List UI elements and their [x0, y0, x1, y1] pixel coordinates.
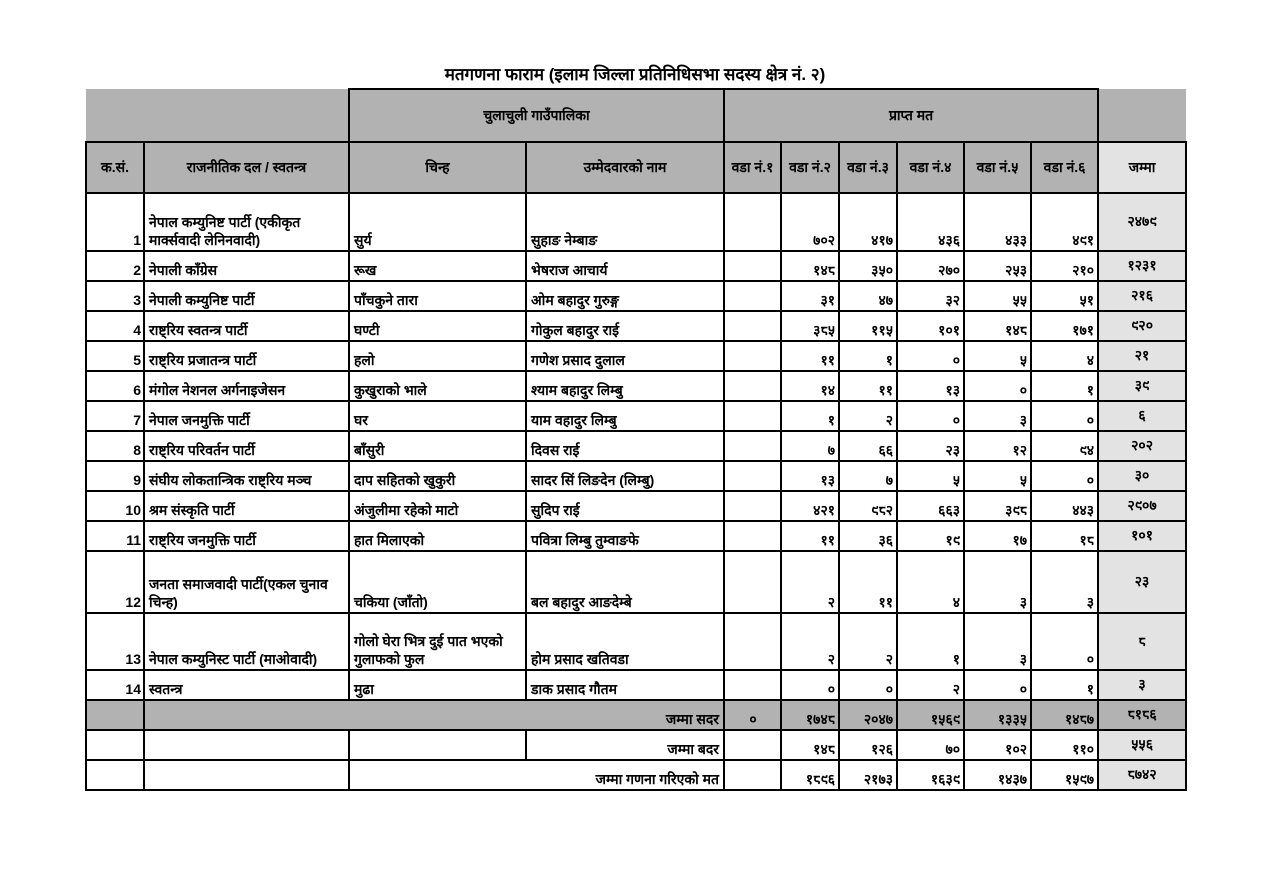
ward2-votes: ७ — [781, 431, 839, 461]
total-votes: ३ — [1098, 670, 1186, 700]
party-name: संघीय लोकतान्त्रिक राष्ट्रिय मञ्च — [144, 461, 349, 491]
ward3-votes: ३५० — [839, 251, 897, 281]
symbol-name: मुढा — [349, 670, 526, 700]
symbol-name: अंजुलीमा रहेको माटो — [349, 491, 526, 521]
ward3-votes: ४७ — [839, 281, 897, 311]
table-header — [86, 89, 1186, 193]
ward4-votes: ० — [897, 341, 964, 371]
ward1-votes — [724, 251, 781, 281]
ward1-votes — [724, 311, 781, 341]
ward2-votes: ११ — [781, 341, 839, 371]
symbol-name: कुखुराको भाले — [349, 371, 526, 401]
ward2-votes: १ — [781, 401, 839, 431]
col-header-ward-4: वडा नं.४ — [897, 142, 964, 193]
serial-number: 4 — [86, 311, 144, 341]
ward5-votes: १०२ — [964, 730, 1031, 760]
ward2-votes: १४ — [781, 371, 839, 401]
ward5-votes: १७ — [964, 521, 1031, 551]
total-votes: २४७९ — [1098, 193, 1186, 251]
candidate-name: दिवस राई — [526, 431, 724, 461]
serial-number: 5 — [86, 341, 144, 371]
empty-cell — [144, 760, 349, 790]
ward2-votes: २ — [781, 551, 839, 613]
table-row — [86, 431, 1186, 461]
serial-number: 8 — [86, 431, 144, 461]
ward5-votes: १४८ — [964, 311, 1031, 341]
ward5-votes: ४३३ — [964, 193, 1031, 251]
ward3-votes: ० — [839, 670, 897, 700]
ward6-votes: ४४३ — [1031, 491, 1098, 521]
table-row — [86, 670, 1186, 700]
ward1-votes — [724, 730, 781, 760]
candidate-name: सुहाङ नेम्बाङ — [526, 193, 724, 251]
candidate-name: बल बहादुर आङदेम्बे — [526, 551, 724, 613]
serial-number: 10 — [86, 491, 144, 521]
ward1-votes — [724, 193, 781, 251]
candidate-name: गोकुल बहादुर राई — [526, 311, 724, 341]
ward3-votes: २ — [839, 401, 897, 431]
serial-number: 6 — [86, 371, 144, 401]
total-votes: १२३१ — [1098, 251, 1186, 281]
ward2-votes: ० — [781, 670, 839, 700]
table-row — [86, 341, 1186, 371]
ward4-votes: १३ — [897, 371, 964, 401]
table-row — [86, 461, 1186, 491]
symbol-name: सुर्य — [349, 193, 526, 251]
ward1-votes — [724, 431, 781, 461]
table-row — [86, 251, 1186, 281]
ward4-votes: ४३६ — [897, 193, 964, 251]
candidate-name: सादर सिं लिङदेन (लिम्बु) — [526, 461, 724, 491]
table-row — [86, 311, 1186, 341]
ward4-votes: ३२ — [897, 281, 964, 311]
ward1-votes — [724, 613, 781, 670]
ward6-votes: ४९१ — [1031, 193, 1098, 251]
ward4-votes: ६६३ — [897, 491, 964, 521]
ward6-votes: १८ — [1031, 521, 1098, 551]
summary-label: जम्मा गणना गरिएको मत — [349, 760, 724, 790]
vote-count-table — [85, 88, 1187, 791]
ward2-votes: ४२१ — [781, 491, 839, 521]
candidate-name: पवित्रा लिम्बु तुम्वाङफे — [526, 521, 724, 551]
ward6-votes: ५१ — [1031, 281, 1098, 311]
total-votes: २१ — [1098, 341, 1186, 371]
col-header-party: राजनीतिक दल / स्वतन्त्र — [144, 142, 349, 193]
total-votes: २९०७ — [1098, 491, 1186, 521]
candidate-name: गणेश प्रसाद दुलाल — [526, 341, 724, 371]
ward1-votes: ० — [724, 700, 781, 730]
header-corner-left — [86, 89, 349, 142]
summary-serial-cell — [86, 730, 144, 760]
serial-number: 9 — [86, 461, 144, 491]
ward3-votes: ९८२ — [839, 491, 897, 521]
ward4-votes: २ — [897, 670, 964, 700]
ward5-votes: १४३७ — [964, 760, 1031, 790]
table-row — [86, 371, 1186, 401]
ward5-votes: ३ — [964, 401, 1031, 431]
summary-row-invalid — [86, 730, 1186, 760]
ward2-votes: ११ — [781, 521, 839, 551]
party-name: जनता समाजवादी पार्टी(एकल चुनाव चिन्ह) — [144, 551, 349, 613]
ward2-votes: ३८५ — [781, 311, 839, 341]
summary-row-counted — [86, 760, 1186, 790]
ward4-votes: २७० — [897, 251, 964, 281]
ward2-votes: १८९६ — [781, 760, 839, 790]
ward5-votes: ० — [964, 670, 1031, 700]
ward6-votes: ० — [1031, 461, 1098, 491]
total-votes: ५५६ — [1098, 730, 1186, 760]
symbol-name: रूख — [349, 251, 526, 281]
party-name: श्रम संस्कृति पार्टी — [144, 491, 349, 521]
col-header-total: जम्मा — [1098, 142, 1186, 193]
total-votes: ३९ — [1098, 371, 1186, 401]
ward1-votes — [724, 551, 781, 613]
symbol-name: हलो — [349, 341, 526, 371]
ward5-votes: ३ — [964, 551, 1031, 613]
ward4-votes: १ — [897, 613, 964, 670]
ward6-votes: २१० — [1031, 251, 1098, 281]
serial-number: 14 — [86, 670, 144, 700]
party-name: राष्ट्रिय प्रजातन्त्र पार्टी — [144, 341, 349, 371]
col-header-serial: क.सं. — [86, 142, 144, 193]
serial-number: 2 — [86, 251, 144, 281]
table-row — [86, 281, 1186, 311]
total-votes: ८७४२ — [1098, 760, 1186, 790]
total-votes: २०२ — [1098, 431, 1186, 461]
symbol-name: घर — [349, 401, 526, 431]
symbol-name: पाँचकुने तारा — [349, 281, 526, 311]
candidate-name: याम वहादुर लिम्बु — [526, 401, 724, 431]
serial-number: 13 — [86, 613, 144, 670]
ward4-votes: १०१ — [897, 311, 964, 341]
ward2-votes: ७०२ — [781, 193, 839, 251]
ward3-votes: १२६ — [839, 730, 897, 760]
ward6-votes: १७१ — [1031, 311, 1098, 341]
col-header-symbol: चिन्ह — [349, 142, 526, 193]
party-name: नेपाल कम्युनिष्ट पार्टी (एकीकृत मार्क्सवादी लेनिनवादी) — [144, 193, 349, 251]
total-votes: ८ — [1098, 613, 1186, 670]
col-header-ward-5: वडा नं.५ — [964, 142, 1031, 193]
ward6-votes: ३ — [1031, 551, 1098, 613]
candidate-name: श्याम बहादुर लिम्बु — [526, 371, 724, 401]
ward3-votes: १ — [839, 341, 897, 371]
ward1-votes — [724, 461, 781, 491]
symbol-name: घण्टी — [349, 311, 526, 341]
symbol-name: चकिया (जाँतो) — [349, 551, 526, 613]
ward3-votes: २०४७ — [839, 700, 897, 730]
header-corner-right — [1098, 89, 1186, 142]
total-votes: ८१८६ — [1098, 700, 1186, 730]
total-votes: २१६ — [1098, 281, 1186, 311]
header-group-row — [86, 89, 1186, 142]
ward1-votes — [724, 670, 781, 700]
col-header-ward-2: वडा नं.२ — [781, 142, 839, 193]
serial-number: 7 — [86, 401, 144, 431]
candidate-name: सुदिप राई — [526, 491, 724, 521]
ward5-votes: १२ — [964, 431, 1031, 461]
ward4-votes: ४ — [897, 551, 964, 613]
ward1-votes — [724, 341, 781, 371]
candidate-rows — [86, 193, 1186, 700]
ward4-votes: ७० — [897, 730, 964, 760]
table-row — [86, 193, 1186, 251]
ward6-votes: ० — [1031, 401, 1098, 431]
ward4-votes: ५ — [897, 461, 964, 491]
ward5-votes: ३९८ — [964, 491, 1031, 521]
summary-serial-cell — [86, 760, 144, 790]
ward1-votes — [724, 491, 781, 521]
ward3-votes: २१७३ — [839, 760, 897, 790]
empty-cell — [144, 730, 349, 760]
total-votes: ९२० — [1098, 311, 1186, 341]
table-row — [86, 613, 1186, 670]
ward3-votes: ११ — [839, 371, 897, 401]
party-name: राष्ट्रिय परिवर्तन पार्टी — [144, 431, 349, 461]
total-votes: १०१ — [1098, 521, 1186, 551]
ward4-votes: १६३९ — [897, 760, 964, 790]
ward5-votes: ५५ — [964, 281, 1031, 311]
total-votes: २३ — [1098, 551, 1186, 613]
ward4-votes: १५६९ — [897, 700, 964, 730]
summary-label: जम्मा सदर — [144, 700, 724, 730]
party-name: नेपाल कम्युनिस्ट पार्टी (माओवादी) — [144, 613, 349, 670]
ward3-votes: ४१७ — [839, 193, 897, 251]
ward1-votes — [724, 760, 781, 790]
party-name: मंगोल नेशनल अर्गनाइजेसन — [144, 371, 349, 401]
ward6-votes: ४ — [1031, 341, 1098, 371]
candidate-name: ओम बहादुर गुरुङ्ग — [526, 281, 724, 311]
symbol-name: दाप सहितको खुकुरी — [349, 461, 526, 491]
col-header-ward-1: वडा नं.१ — [724, 142, 781, 193]
symbol-name: गोलो घेरा भित्र दुई पात भएको गुलाफको फुल — [349, 613, 526, 670]
ward1-votes — [724, 401, 781, 431]
ward6-votes: १४८७ — [1031, 700, 1098, 730]
ward2-votes: १४८ — [781, 730, 839, 760]
ward6-votes: ० — [1031, 613, 1098, 670]
table-row — [86, 521, 1186, 551]
candidate-name: होम प्रसाद खतिवडा — [526, 613, 724, 670]
ward3-votes: ११ — [839, 551, 897, 613]
summary-row-valid — [86, 700, 1186, 730]
ward2-votes: ३१ — [781, 281, 839, 311]
serial-number: 12 — [86, 551, 144, 613]
ward5-votes: २५३ — [964, 251, 1031, 281]
ward5-votes: ३ — [964, 613, 1031, 670]
obtained-votes-header: प्राप्त मत — [724, 89, 1098, 142]
table-row — [86, 551, 1186, 613]
header-columns-row — [86, 142, 1186, 193]
ward2-votes: २ — [781, 613, 839, 670]
col-header-candidate: उम्मेदवारको नाम — [526, 142, 724, 193]
ward4-votes: २३ — [897, 431, 964, 461]
ward5-votes: ५ — [964, 461, 1031, 491]
total-votes: ३० — [1098, 461, 1186, 491]
ward3-votes: २ — [839, 613, 897, 670]
ward6-votes: १ — [1031, 670, 1098, 700]
ward4-votes: १९ — [897, 521, 964, 551]
candidate-name: भेषराज आचार्य — [526, 251, 724, 281]
party-name: नेपाल जनमुक्ति पार्टी — [144, 401, 349, 431]
table-row — [86, 491, 1186, 521]
vote-count-form — [85, 62, 1185, 791]
ward3-votes: ६६ — [839, 431, 897, 461]
empty-cell — [349, 730, 526, 760]
total-votes: ६ — [1098, 401, 1186, 431]
ward2-votes: १३ — [781, 461, 839, 491]
party-name: राष्ट्रिय जनमुक्ति पार्टी — [144, 521, 349, 551]
ward1-votes — [724, 371, 781, 401]
ward5-votes: १३३५ — [964, 700, 1031, 730]
ward2-votes: १४८ — [781, 251, 839, 281]
page-title: मतगणना फाराम (इलाम जिल्ला प्रतिनिधिसभा सदस्य क्षेत्र नं. २) — [444, 65, 826, 84]
party-name: स्वतन्त्र — [144, 670, 349, 700]
ward6-votes: ११० — [1031, 730, 1098, 760]
table-row — [86, 401, 1186, 431]
ward1-votes — [724, 521, 781, 551]
summary-serial-cell — [86, 700, 144, 730]
serial-number: 1 — [86, 193, 144, 251]
ward6-votes: १५९७ — [1031, 760, 1098, 790]
party-name: नेपाली कम्युनिष्ट पार्टी — [144, 281, 349, 311]
ward3-votes: ३६ — [839, 521, 897, 551]
party-name: नेपाली काँग्रेस — [144, 251, 349, 281]
col-header-ward-6: वडा नं.६ — [1031, 142, 1098, 193]
col-header-ward-3: वडा नं.३ — [839, 142, 897, 193]
party-name: राष्ट्रिय स्वतन्त्र पार्टी — [144, 311, 349, 341]
municipality-header: चुलाचुली गाउँपालिका — [349, 89, 724, 142]
symbol-name: हात मिलाएको — [349, 521, 526, 551]
ward2-votes: १७४८ — [781, 700, 839, 730]
serial-number: 3 — [86, 281, 144, 311]
candidate-name: डाक प्रसाद गौतम — [526, 670, 724, 700]
ward1-votes — [724, 281, 781, 311]
ward5-votes: ० — [964, 371, 1031, 401]
summary-label: जम्मा बदर — [526, 730, 724, 760]
ward3-votes: ७ — [839, 461, 897, 491]
serial-number: 11 — [86, 521, 144, 551]
ward5-votes: ५ — [964, 341, 1031, 371]
ward4-votes: ० — [897, 401, 964, 431]
ward3-votes: ११५ — [839, 311, 897, 341]
symbol-name: बाँसुरी — [349, 431, 526, 461]
ward6-votes: ९४ — [1031, 431, 1098, 461]
summary-rows — [86, 700, 1186, 790]
ward6-votes: १ — [1031, 371, 1098, 401]
